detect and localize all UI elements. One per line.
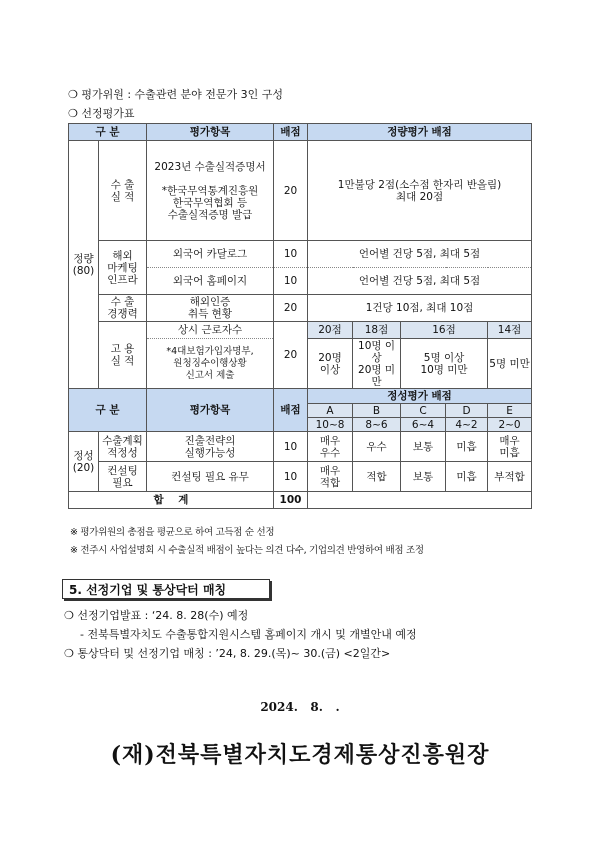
homepage-score: 10: [274, 268, 308, 295]
qual-group-label: 정성 (20): [69, 432, 99, 492]
note-1: ※ 평가위원의 총점을 평균으로 하여 고득점 순 선정: [70, 527, 275, 538]
employment-category: 고 용 실 적: [99, 322, 147, 389]
table-row: [69, 295, 532, 322]
document-date: 2024. 8. .: [260, 700, 340, 714]
quant-group-label: 정량 (80): [69, 141, 99, 389]
catalog-criteria: 언어별 건당 5점, 최대 5점: [308, 241, 532, 268]
section-5-title: 5. 선정기업 및 통상닥터 매칭: [62, 579, 270, 599]
grade-c: C: [401, 404, 446, 418]
grade-a: A: [308, 404, 353, 418]
note-2: ※ 전주시 사업설명회 시 수출실적 배점이 높다는 의견 다수, 기업의견 반영하여 배점 조정: [70, 545, 424, 556]
export-category: 수 출 실 적: [99, 141, 147, 241]
plan-item: 진출전략의 실행가능성: [147, 432, 274, 462]
table-row: [69, 141, 532, 241]
tier-3-desc: 5명 이상 10명 미만: [401, 339, 488, 389]
qual-header-item: 평가항목: [147, 389, 274, 432]
announcement-line: ❍ 선정기업발표 : ‘24. 8. 28(수) 예정: [64, 609, 249, 622]
total-label: 합 계: [69, 492, 274, 509]
evaluation-table: [68, 123, 532, 509]
header-quant: 정량평가 배점: [308, 124, 532, 141]
grade-e: E: [488, 404, 532, 418]
tier-3: 16점: [401, 322, 488, 339]
range-c: 6~4: [401, 418, 446, 432]
consulting-score: 10: [274, 462, 308, 492]
consulting-grade-d: 미흡: [446, 462, 488, 492]
organization-signature: (재)전북특별자치도경제통상진흥원장: [110, 742, 490, 768]
tier-1: 20점: [308, 322, 353, 339]
total-row: [69, 492, 532, 509]
export-criteria: 1만불당 2점(소수점 한자리 반올림) 최대 20점: [308, 141, 532, 241]
plan-grade-c: 보통: [401, 432, 446, 462]
competitiveness-criteria: 1건당 10점, 최대 10점: [308, 295, 532, 322]
header-score: 배점: [274, 124, 308, 141]
employment-item: 상시 근로자수: [147, 322, 274, 339]
plan-grade-a: 매우 우수: [308, 432, 353, 462]
grade-b: B: [353, 404, 401, 418]
header-division: 구 분: [69, 124, 147, 141]
table-row: [69, 432, 532, 462]
plan-grade-d: 미흡: [446, 432, 488, 462]
marketing-category: 해외 마케팅 인프라: [99, 241, 147, 295]
total-score: 100: [274, 492, 308, 509]
competitiveness-score: 20: [274, 295, 308, 322]
tier-4: 14점: [488, 322, 532, 339]
employment-docs: *4대보험가입자명부, 원청징수이행상황 신고서 제출: [147, 339, 274, 389]
tier-2-desc: 10명 이상 20명 미만: [353, 339, 401, 389]
qual-header-score: 배점: [274, 389, 308, 432]
evaluator-line: ❍ 평가위원 : 수출관련 분야 전문가 3인 구성: [68, 88, 284, 101]
total-empty: [308, 492, 532, 509]
consulting-category: 컨설팅 필요: [99, 462, 147, 492]
competitiveness-category: 수 출 경쟁력: [99, 295, 147, 322]
catalog-item: 외국어 카달로그: [147, 241, 274, 268]
qual-header-row: [69, 389, 532, 404]
range-b: 8~6: [353, 418, 401, 432]
export-score: 20: [274, 141, 308, 241]
export-item: 2023년 수출실적증명서 *한국무역통계진흥원 한국무역협회 등 수출실적증명 발급: [147, 141, 274, 241]
tier-2: 18점: [353, 322, 401, 339]
homepage-criteria: 언어별 건당 5점, 최대 5점: [308, 268, 532, 295]
homepage-item: 외국어 홈페이지: [147, 268, 274, 295]
range-d: 4~2: [446, 418, 488, 432]
plan-grade-e: 매우 미흡: [488, 432, 532, 462]
range-e: 2~0: [488, 418, 532, 432]
consulting-grade-b: 적합: [353, 462, 401, 492]
plan-score: 10: [274, 432, 308, 462]
consulting-grade-e: 부적합: [488, 462, 532, 492]
employment-score: 20: [274, 322, 308, 389]
tier-1-desc: 20명 이상: [308, 339, 353, 389]
homepage-notice-line: - 전북특별자치도 수출통합지원시스템 홈페이지 개시 및 개별안내 예정: [80, 628, 417, 641]
qual-header-title: 정성평가 배점: [308, 389, 532, 404]
consulting-item: 컨설팅 필요 유무: [147, 462, 274, 492]
table-row: [69, 462, 532, 492]
competitiveness-item: 해외인증 취득 현황: [147, 295, 274, 322]
range-a: 10~8: [308, 418, 353, 432]
tier-4-desc: 5명 미만: [488, 339, 532, 389]
table-row: [69, 322, 532, 339]
consulting-grade-c: 보통: [401, 462, 446, 492]
matching-line: ❍ 통상닥터 및 선정기업 매칭 : ’24, 8. 29.(목)~ 30.(금) <2일간>: [64, 647, 391, 660]
qual-header-division: 구 분: [69, 389, 147, 432]
header-item: 평가항목: [147, 124, 274, 141]
eval-table-title: ❍ 선정평가표: [68, 107, 135, 120]
consulting-grade-a: 매우 적합: [308, 462, 353, 492]
grade-d: D: [446, 404, 488, 418]
plan-category: 수출계획 적정성: [99, 432, 147, 462]
quant-header-row: [69, 124, 532, 141]
plan-grade-b: 우수: [353, 432, 401, 462]
table-row: [69, 241, 532, 268]
catalog-score: 10: [274, 241, 308, 268]
